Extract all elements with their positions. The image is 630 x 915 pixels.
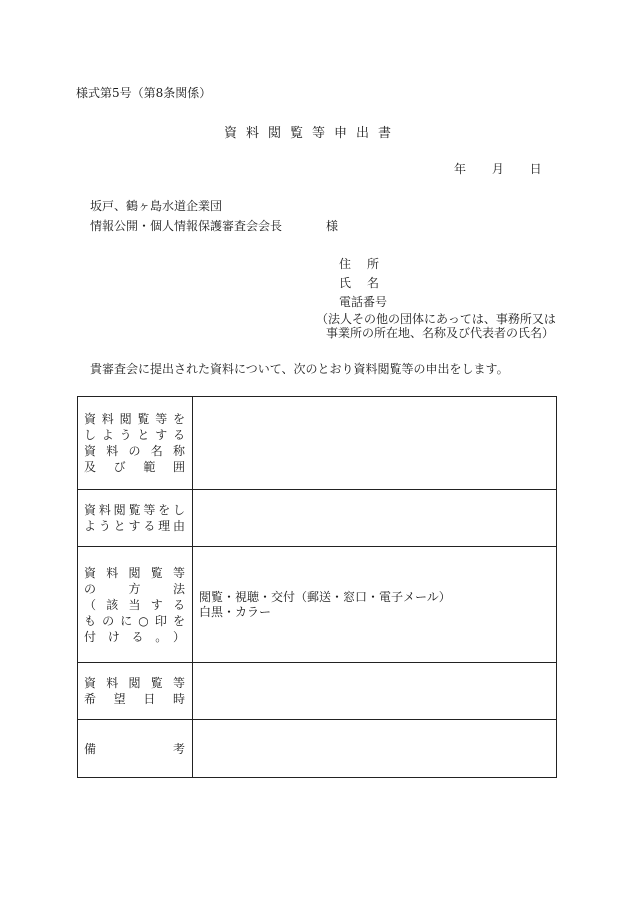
desired-date-field[interactable] [193,663,557,720]
addressee-honorific: 様 [326,219,339,233]
method-options-line1: 閲覧・視聴・交付（郵送・窓口・電子メール） [199,589,451,604]
applicant-phone-label: 電話番号 [339,295,388,309]
row-label-reason: 資料閲覧等をし ようとする理由 [78,490,193,547]
applicant-address-label: 住 所 [339,257,382,271]
row-label-desired-date: 資料閲覧等 希望日時 [78,663,193,720]
row-label-document-name: 資料閲覧等を しようとする 資料の名称 及び範囲 [78,397,193,490]
addressee-organization: 坂戸、鶴ヶ島水道企業団 [90,199,223,213]
remarks-field[interactable] [193,720,557,778]
intro-text: 貴審査会に提出された資料について、次のとおり資料閲覧等の申出をします。 [90,362,509,376]
document-title: 資料閲覧等申出書 [224,126,401,141]
row-label-remarks: 備考 [78,720,193,778]
applicant-note-line1: （法人その他の団体にあっては、事務所又は [316,312,556,326]
document-name-field[interactable] [193,397,557,490]
form-number: 様式第5号（第8条関係） [76,86,212,100]
table-row [78,663,557,720]
addressee-recipient: 情報公開・個人情報保護審査会会長 [90,219,283,233]
applicant-note-line2: 事業所の所在地、名称及び代表者の氏名） [326,326,555,340]
table-row [78,397,557,490]
method-field[interactable] [193,547,557,663]
method-options-line2: 白黒・カラー [199,604,272,619]
table-row [78,490,557,547]
reason-field[interactable] [193,490,557,547]
row-label-method: 資料閲覧等 の方法 （該当する ものに○印を 付ける。） [78,547,193,663]
request-form-table [77,396,557,778]
date-label: 年 月 日 [454,162,542,176]
applicant-name-label: 氏 名 [339,276,382,290]
table-row [78,547,557,663]
table-row [78,720,557,778]
